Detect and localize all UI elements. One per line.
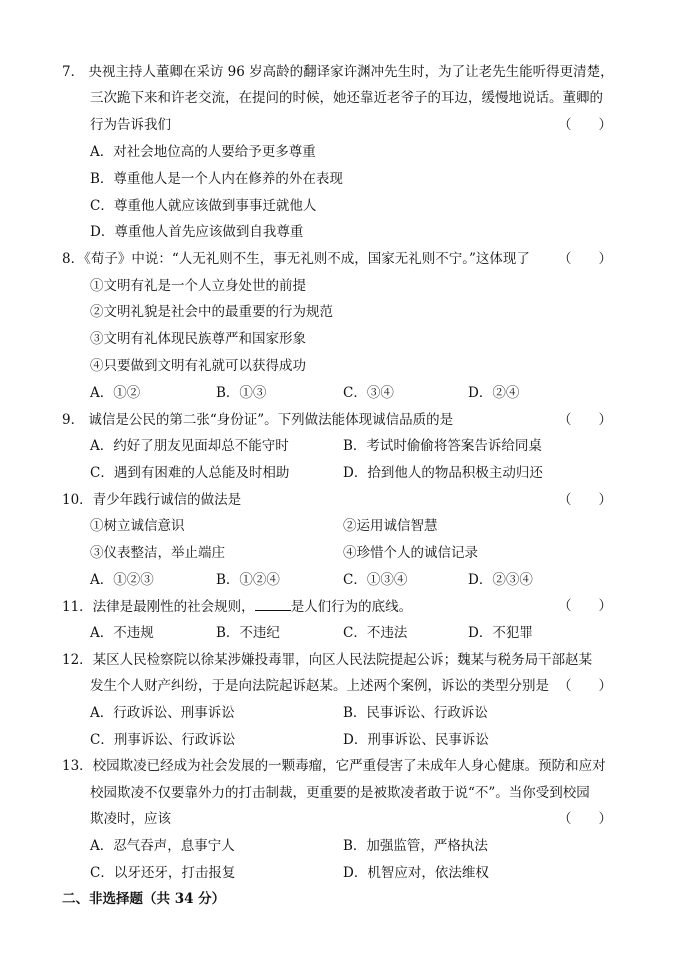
- q12-option-a: A．行政诉讼、刑事诉讼: [90, 705, 235, 721]
- q13-option-d: D．机智应对，依法维权: [343, 865, 489, 881]
- q13-stem-line-3: 欺凌时，应该: [90, 811, 171, 827]
- q10-item-1: ①树立诚信意识: [90, 518, 185, 534]
- q11-option-d: D．不犯罪: [468, 625, 533, 641]
- q11-option-c: C．不违法: [343, 625, 408, 641]
- q7-answer-paren: （ ）: [558, 117, 612, 133]
- q11-option-a: A．不违规: [90, 625, 154, 641]
- q10-option-b: B．①②④: [216, 572, 280, 588]
- q12-answer-paren: （ ）: [558, 678, 612, 694]
- q10-item-4: ④珍惜个人的诚信记录: [343, 545, 478, 561]
- q10-item-3: ③仪表整洁，举止端庄: [90, 545, 225, 561]
- q11-stem-before: 11．法律是最刚性的社会规则，: [62, 599, 255, 615]
- q8-answer-paren: （ ）: [558, 251, 612, 267]
- q12-stem-line-1: 12．某区人民检察院以徐某涉嫌投毒罪，向区人民法院提起公诉；魏某与税务局干部赵某: [62, 652, 593, 668]
- q9-option-c: C．遇到有困难的人总能及时相助: [90, 465, 290, 481]
- q13-answer-paren: （ ）: [558, 811, 612, 827]
- q8-item-4: ④只要做到文明有礼就可以获得成功: [90, 358, 306, 374]
- q13-stem-line-2: 校园欺凌不仅要靠外力的打击制裁，更重要的是被欺凌者敢于说“不”。当你受到校园: [90, 785, 590, 801]
- q8-item-1: ①文明有礼是一个人立身处世的前提: [90, 278, 306, 294]
- q11-answer-paren: （ ）: [558, 598, 612, 614]
- q7-option-d: D．尊重他人首先应该做到自我尊重: [90, 224, 304, 240]
- q10-stem: 10．青少年践行诚信的做法是: [62, 492, 242, 508]
- q8-option-d: D．②④: [468, 385, 520, 401]
- q8-option-b: B．①③: [216, 385, 267, 401]
- q8-item-3: ③文明有礼体现民族尊严和国家形象: [90, 331, 306, 347]
- q12-option-b: B．民事诉讼、行政诉讼: [343, 705, 488, 721]
- q9-option-d: D．拾到他人的物品积极主动归还: [343, 465, 543, 481]
- q10-option-c: C．①③④: [343, 572, 408, 588]
- q12-option-d: D．刑事诉讼、民事诉讼: [343, 732, 489, 748]
- q8-option-a: A．①②: [90, 385, 141, 401]
- q12-option-c: C．刑事诉讼、行政诉讼: [90, 732, 236, 748]
- q13-option-c: C．以牙还牙，打击报复: [90, 865, 236, 881]
- q8-item-2: ②文明礼貌是社会中的最重要的行为规范: [90, 304, 333, 320]
- q9-option-b: B．考试时偷偷将答案告诉给同桌: [343, 438, 542, 454]
- q8-option-c: C．③④: [343, 385, 394, 401]
- q9-option-a: A．约好了朋友见面却总不能守时: [90, 438, 289, 454]
- q7-option-b: B．尊重他人是一个人内在修养的外在表现: [90, 171, 343, 187]
- q11-stem-after: 是人们行为的底线。: [290, 599, 413, 615]
- q10-option-d: D．②③④: [468, 572, 533, 588]
- q13-option-b: B．加强监管，严格执法: [343, 838, 488, 854]
- q7-stem-line-2: 三次跪下来和许老交流，在提问的时候，她还靠近老爷子的耳边，缓慢地说话。董卿的: [90, 90, 603, 106]
- section-2-heading: 二、非选择题（共 34 分）: [62, 891, 226, 907]
- q7-stem-line-3: 行为告诉我们: [90, 117, 171, 133]
- q10-answer-paren: （ ）: [558, 492, 612, 508]
- q7-option-c: C．尊重他人就应该做到事事迁就他人: [90, 198, 317, 214]
- q11-fill-blank: [255, 596, 291, 611]
- q10-item-2: ②运用诚信智慧: [343, 518, 438, 534]
- q9-stem: 9． 诚信是公民的第二张“身份证”。下列做法能体现诚信品质的是: [62, 412, 454, 428]
- q13-option-a: A．忍气吞声，息事宁人: [90, 838, 235, 854]
- q9-answer-paren: （ ）: [558, 412, 612, 428]
- q13-stem-line-1: 13．校园欺凌已经成为社会发展的一颗毒瘤，它严重侵害了未成年人身心健康。预防和应对: [62, 758, 606, 774]
- q12-stem-line-2: 发生个人财产纠纷，于是向法院起诉赵某。上述两个案例，诉讼的类型分别是: [90, 678, 549, 694]
- q7-option-a: A．对社会地位高的人要给予更多尊重: [90, 144, 316, 160]
- q11-option-b: B．不违纪: [216, 625, 280, 641]
- q10-option-a: A．①②③: [90, 572, 154, 588]
- q11-stem: [62, 596, 412, 617]
- q7-stem-line-1: 7． 央视主持人董卿在采访 96 岁高龄的翻译家许渊冲先生时，为了让老先生能听得更清楚，: [62, 64, 614, 80]
- q8-stem: 8．《荀子》中说：“人无礼则不生，事无礼则不成，国家无礼则不宁。”这体现了: [62, 251, 530, 267]
